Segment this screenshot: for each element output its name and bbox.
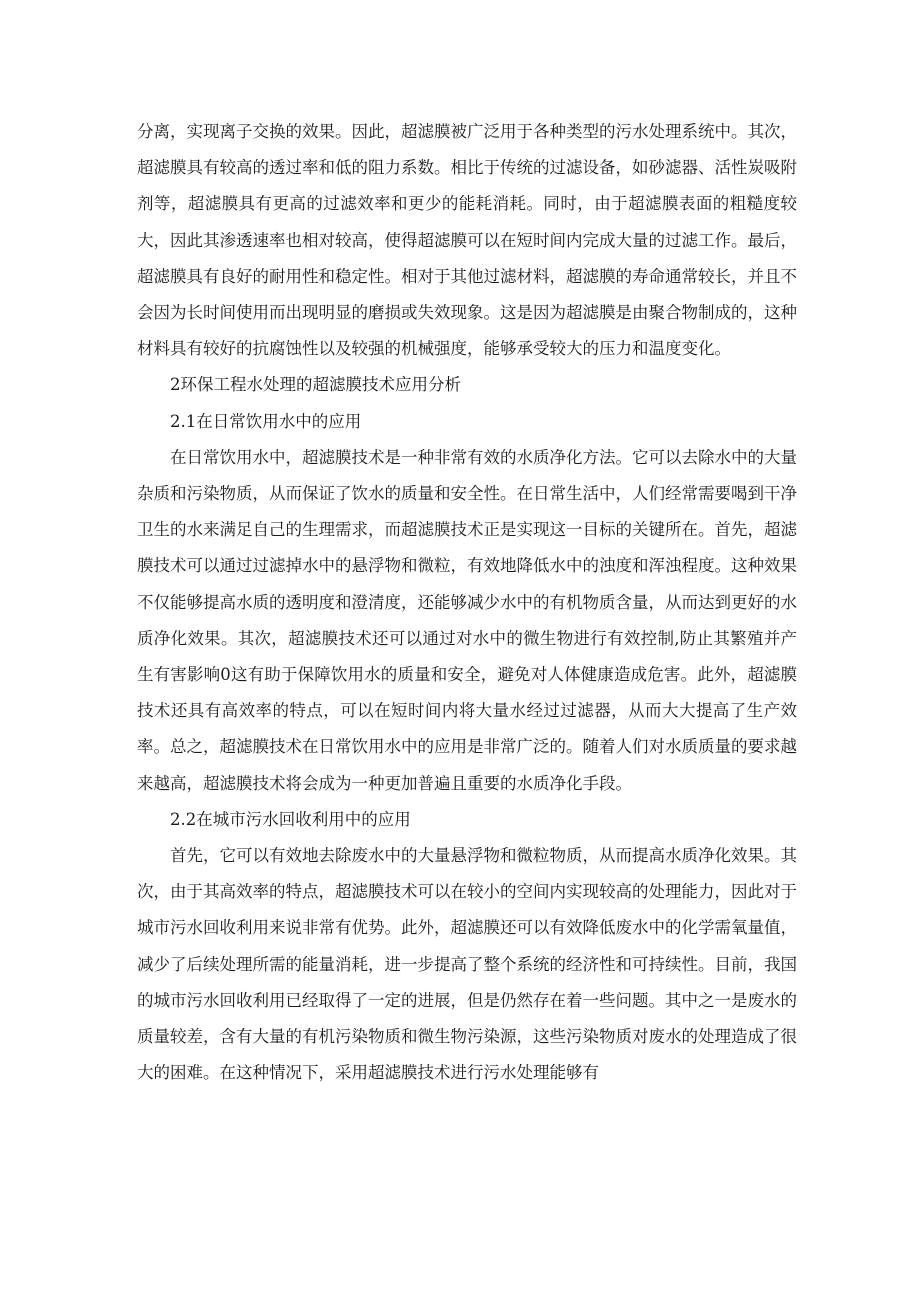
body-paragraph-3: 首先，它可以有效地去除废水中的大量悬浮物和微粒物质，从而提高水质净化效果。其次，由于其高效率的特点，超滤膜技术可以在较小的空间内实现较高的处理能力，因此对于城市污水回收利用来说非常有优势。此外，超滤膜还可以有效降低废水中的化学需氧量值，减少了后续处理所需的能量消耗，进一步提高了整个系统的经济性和可持续性。目前，我国的城市污水回收利用已经取得了一定的进展，但是仍然存在着一些问题。其中之一是废水的质量较差，含有大量的有机污染物质和微生物污染源，这些污染物质对废水的处理造成了很大的困难。在这种情况下，采用超滤膜技术进行污水处理能够有: [137, 846, 797, 1083]
section-heading-2: 2环保工程水处理的超滤膜技术应用分析: [170, 375, 461, 395]
body-paragraph-2: 在日常饮用水中，超滤膜技术是一种非常有效的水质净化方法。它可以去除水中的大量杂质和污染物质，从而保证了饮水的质量和安全性。在日常生活中，人们经常需要喝到干净卫生的水来满足自己的生理需求，而超滤膜技术正是实现这一目标的关键所在。首先，超滤膜技术可以通过过滤掉水中的悬浮物和微粒，有效地降低水中的浊度和浑浊程度。这种效果不仅能够提高水质的透明度和澄清度，还能够减少水中的有机物质含量，从而达到更好的水质净化效果。其次，超滤膜技术还可以通过对水中的微生物进行有效控制,防止其繁殖并产生有害影响0这有助于保障饮用水的质量和安全，避免对人体健康造成危害。此外，超滤膜技术还具有高效率的特点，可以在短时间内将大量水经过过滤器，从而大大提高了生产效率。总之，超滤膜技术在日常饮用水中的应用是非常广泛的。随着人们对水质质量的要求越来越高，超滤膜技术将会成为一种更加普遍且重要的水质净化手段。: [137, 447, 797, 793]
document-page: [137, 114, 797, 1091]
subsection-heading-2-2: 2.2在城市污水回收利用中的应用: [170, 809, 411, 829]
body-paragraph-1: 分离，实现离子交换的效果。因此，超滤膜被广泛用于各种类型的污水处理系统中。其次，超滤膜具有较高的透过率和低的阻力系数。相比于传统的过滤设备，如砂滤器、活性炭吸附剂等，超滤膜具有更高的过滤效率和更少的能耗消耗。同时，由于超滤膜表面的粗糙度较大，因此其渗透速率也相对较高，使得超滤膜可以在短时间内完成大量的过滤工作。最后，超滤膜具有良好的耐用性和稳定性。相对于其他过滤材料，超滤膜的寿命通常较长，并且不会因为长时间使用而出现明显的磨损或失效现象。这是因为超滤膜是由聚合物制成的，这种材料具有较好的抗腐蚀性以及较强的机械强度，能够承受较大的压力和温度变化。: [137, 122, 797, 359]
subsection-heading-2-1: 2.1在日常饮用水中的应用: [170, 411, 362, 431]
